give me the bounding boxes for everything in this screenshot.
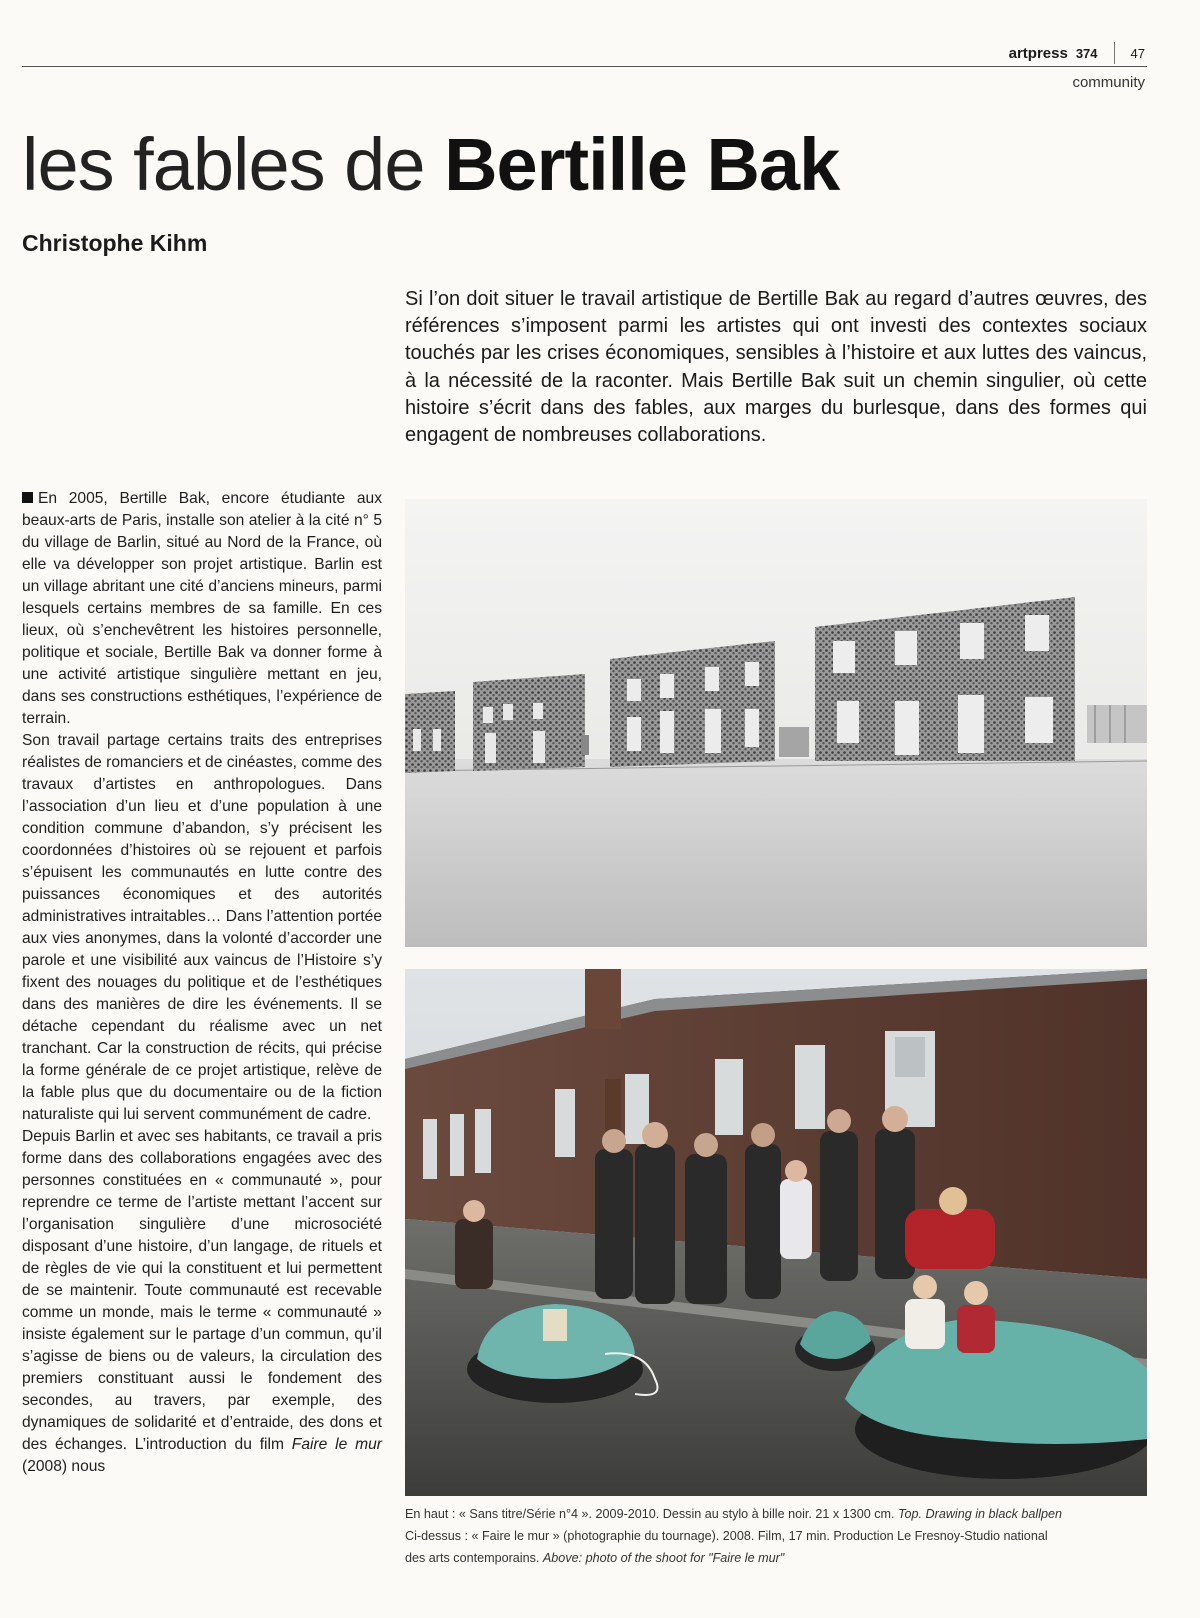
caption-text: En haut : « Sans titre/Série n°4 ». 2009-2010. Dessin au stylo à bille noir. 21 x 1300 cm. [405,1507,898,1521]
article-title [22,123,840,206]
section-label: community [1072,74,1145,91]
drawing-illustration [405,499,1147,947]
photo-figure [405,969,1147,1496]
body-paragraph-text: Depuis Barlin et avec ses habitants, ce travail a pris forme dans des collaborations engagées avec des personnes constituées en « communauté », pour reprendre ce terme de l’artiste mettant l’accent sur l’organisation singulière d’une microsociété disposant d’une histoire, d’un langage, de rituels et de règles de vie qui la constituent et lui permettent de se maintenir. Toute communauté est recevable comme un monde, mais le terme « communauté » insiste également sur le partage d’un commun, qu’il s’agisse de biens ou de valeurs, la circulation des premiers constituant aussi le fondement des secondes, au travers, par exemple, des dynamiques de solidarité et d’entraide, des dons et des échanges. L’introduction du film [22,1128,382,1453]
caption-text: des arts contemporains. [405,1551,543,1565]
body-paragraph [22,488,382,730]
magazine-name: artpress [1008,44,1068,62]
paragraph-marker-icon [22,492,33,503]
lead-paragraph: Si l’on doit situer le travail artistique de Bertille Bak au regard d’autres œuvres, des références s’imposent parmi les artistes qui ont investi des contextes sociaux touchés par les crises économiques, sensibles à l’histoire et aux luttes des vaincus, à la nécessité de la raconter. Mais Bertille Bak suit un chemin singulier, où cette histoire s’écrit dans des fables, aux marges du burlesque, dans des formes qui engagent de nombreuses collaborations. [405,288,1147,447]
caption-text-en: Above: photo of the shoot for "Faire le mur" [542,1551,785,1565]
header-rule [22,66,1147,67]
caption-line: Ci-dessus : « Faire le mur » (photographie du tournage). 2008. Film, 17 min. Production Le Fresnoy-Studio national [405,1529,1048,1543]
figure-caption [405,1503,1147,1569]
body-paragraph [22,1126,382,1478]
caption-text-en: Top. Drawing in black ballpen [897,1507,1063,1521]
body-paragraph: Son travail partage certains traits des entreprises réalistes de romanciers et de cinéastes, comme des travaux d’artistes en anthropologues. Dans l’association d’un lieu et d’une population à une condition commune d’abandon, s’y précisent les coordonnées d’histoires où se rejouent et parfois s’épuisent les communautés en lutte contre des puissances économiques et des autorités administratives intraitables… Dans l’attention portée aux vies anonymes, dans la volonté d’accorder une parole et une visibilité aux vaincus de l’Histoire s’y fixent des nouages du politique et de l’esthétiques dans des manières de dire les événements. Il se détache cependant du réalisme avec un net tranchant. Car la construction de récits, qui précise la forme générale de ce projet artistique, relève de la fable plus que du documentaire ou de la fiction naturaliste qui lui servent communément de cadre. [22,732,382,1123]
body-column [22,488,382,1478]
caption-line [405,1547,1147,1569]
author-name: Christophe Kihm [22,230,208,256]
publication-header [1009,42,1145,64]
drawing-figure [405,499,1147,947]
photo-illustration [405,969,1147,1496]
film-title: Faire le mur [291,1436,382,1453]
title-light: les fables de [22,123,445,206]
body-paragraph-text: (2008) nous [22,1458,106,1475]
body-paragraph-text: En 2005, Bertille Bak, encore étudiante aux beaux-arts de Paris, installe son atelier à la cité n° 5 du village de Barlin, situé au Nord de la France, où elle va développer son projet artistique. Barlin est un village abritant une cité d’anciens mineurs, parmi lesquels certains membres de sa famille. En ces lieux, où s’enchevêtrent les histoires personnelle, politique et sociale, Bertille Bak va donner forme à une activité artistique singulière mettant en jeu, dans ses constructions esthétiques, l’expérience de terrain. [22,490,382,727]
header-separator [1114,42,1115,64]
page-number: 47 [1130,45,1145,61]
issue-number: 374 [1075,45,1098,61]
title-bold: Bertille Bak [444,123,840,206]
caption-line [405,1503,1147,1525]
